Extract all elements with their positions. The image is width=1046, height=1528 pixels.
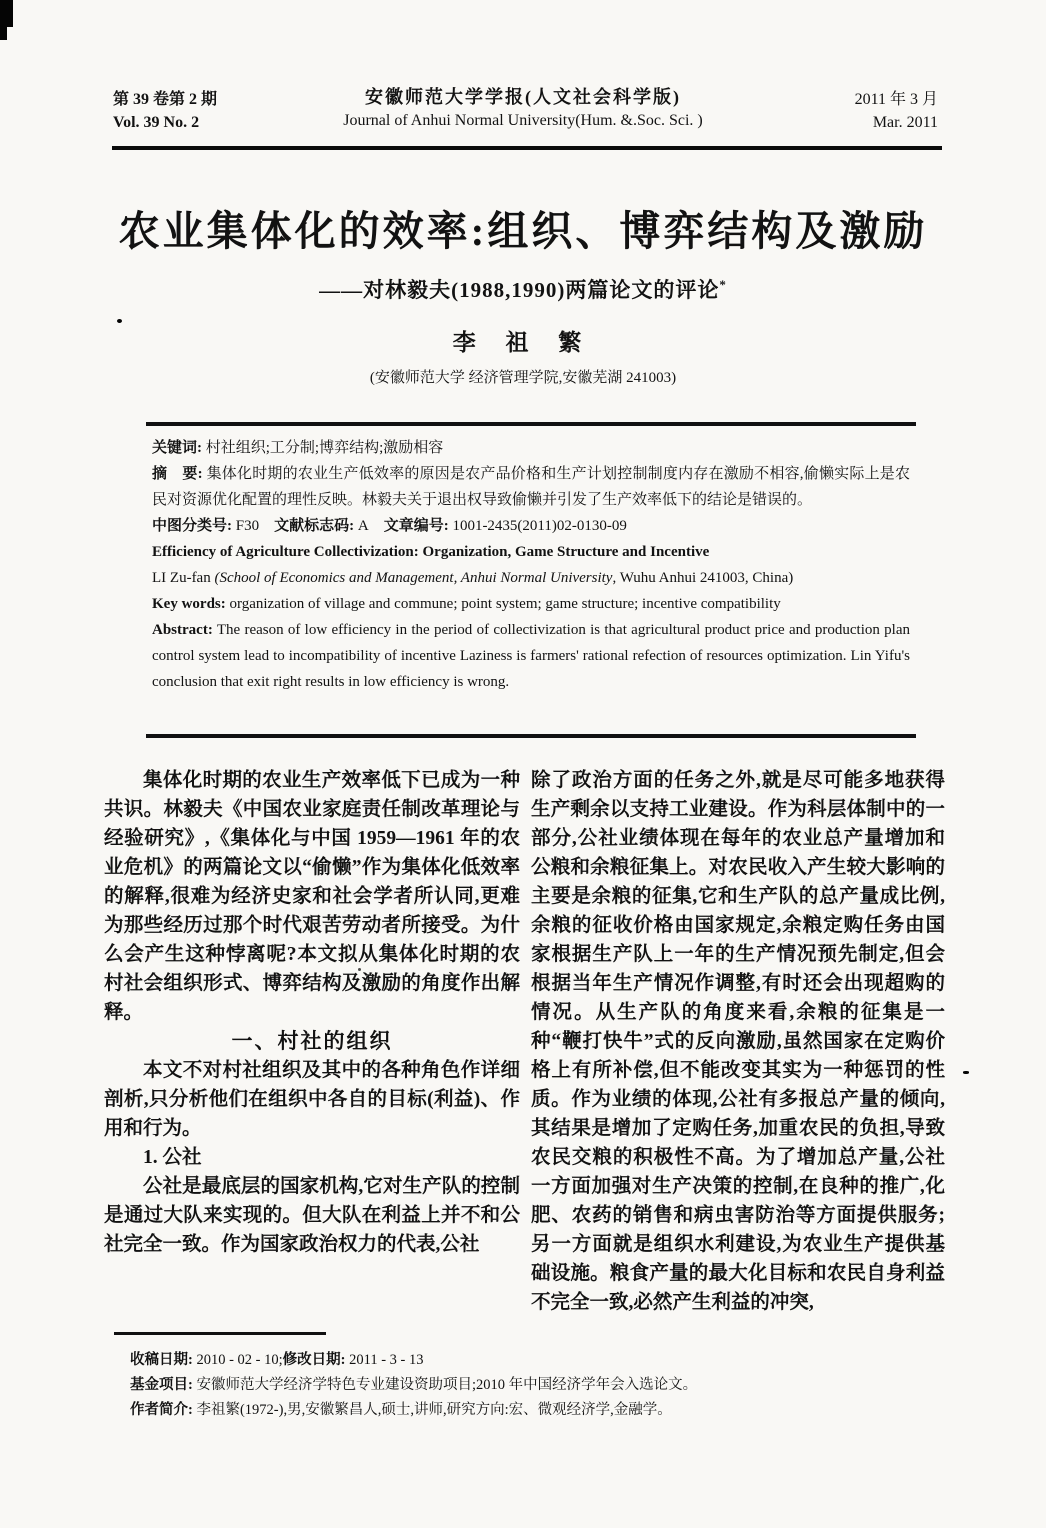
issue-date — [855, 88, 938, 134]
scan-artifact — [117, 319, 122, 323]
revised-date-value: 2011 - 3 - 13 — [349, 1352, 424, 1368]
english-abstract-label: Abstract: — [152, 622, 213, 638]
intro-paragraph: 集体化时期的农业生产效率低下已成为一种共识。林毅夫《中国农业家庭责任制改革理论与经验研究》,《集体化与中国 1959—1961 年的农业危机》的两篇论文以“偷懒”作为集体化低效率的解释,很难为经济史家和社会学者所认同,更难为那些经历过那个时代艰苦劳动者所接受。为什么会产生这种悖离呢?本文拟从集体化时期的农村社会组织形式、博弈结构及激励的角度作出解释。 — [104, 770, 520, 1023]
english-title — [152, 539, 910, 565]
doc-code-label: 文献标志码: — [274, 518, 355, 534]
footnote-dates — [130, 1348, 944, 1373]
scan-artifact — [358, 968, 361, 971]
keywords-label: 关键词: — [152, 440, 202, 456]
scan-artifact — [0, 27, 7, 40]
english-keywords-line — [152, 591, 910, 617]
english-keywords-text: organization of village and commune; point system; game structure; incentive compatibility — [229, 596, 781, 612]
title-footnote-asterisk: * — [719, 277, 727, 292]
author-affiliation: (安徽师范大学 经济管理学院,安徽芜湖 241003) — [369, 370, 677, 386]
footnote-bio — [130, 1398, 944, 1423]
keywords-text: 村社组织;工分制;博弈结构;激励相容 — [205, 440, 444, 456]
fund-value: 安徽师范大学经济学特色专业建设资助项目;2010 年中国经济学年会入选论文。 — [196, 1377, 698, 1393]
scan-artifact — [963, 1071, 969, 1074]
article-id-label: 文章编号: — [383, 518, 449, 534]
clc-value: F30 — [235, 518, 260, 534]
scan-artifact — [0, 0, 13, 27]
english-abstract-line — [152, 617, 910, 695]
volume-cn: 第 39 卷第 2 期 — [113, 91, 218, 108]
author-name: 李 祖 繁 — [452, 330, 594, 355]
bio-value: 李祖繁(1972-),男,安徽繁昌人,硕士,讲师,研究方向:宏、微观经济学,金融学。 — [196, 1402, 672, 1418]
article-subtitle-text: ——对林毅夫(1988,1990)两篇论文的评论 — [319, 278, 720, 302]
english-abstract-text: The reason of low efficiency in the period of collectivization is that agricultural product price and production plan control system lead to incompatibility of incentive Laziness is farmers' rational refection of resources optimization. Lin Yifu's conclusion that exit right results in low efficiency is wrong. — [152, 622, 910, 690]
subsection-heading-1: 1. 公社 — [143, 1147, 202, 1168]
abstract-box — [146, 422, 916, 738]
article-title: 农业集体化的效率:组织、博弈结构及激励 — [118, 208, 928, 254]
header-divider — [112, 146, 942, 150]
section1-paragraph: 本文不对村社组织及其中的各种角色作详细剖析,只分析他们在组织中各自的目标(利益)、作用和行为。 — [104, 1060, 520, 1139]
received-date-value: 2010 - 02 - 10; — [196, 1352, 283, 1368]
article-subtitle — [0, 274, 1046, 304]
subsection1-paragraph: 公社是最底层的国家机构,它对生产队的控制是通过大队来实现的。但大队在利益上并不和公社完全一致。作为国家政治权力的代表,公社 — [104, 1176, 520, 1255]
doc-code-value: A — [357, 518, 369, 534]
english-affiliation-rest: , Wuhu Anhui 241003, China) — [612, 570, 794, 586]
abstract-text-cn: 集体化时期的农业生产低效率的原因是农产品价格和生产计划控制制度内存在激励不相容,偷懒实际上是农民对资源优化配置的理性反映。林毅夫关于退出权导致偷懒并引发了生产效率低下的结论是错误的。 — [152, 466, 910, 508]
english-title-text: Efficiency of Agriculture Collectivization: Organization, Game Structure and Incentive — [152, 544, 710, 560]
received-date-label: 收稿日期: — [130, 1352, 193, 1368]
fund-label: 基金项目: — [130, 1377, 193, 1393]
footnote-fund — [130, 1373, 944, 1398]
english-author-line — [152, 565, 910, 591]
classification-line — [152, 513, 910, 539]
section-heading-1: 一、村社的组织 — [231, 1029, 393, 1053]
bio-label: 作者简介: — [130, 1402, 193, 1418]
body-left-column — [104, 766, 520, 1259]
abstract-label-cn: 摘 要: — [152, 466, 203, 482]
journal-name-cn: 安徽师范大学学报(人文社会科学版) — [365, 87, 681, 107]
footnotes — [130, 1348, 944, 1423]
body-right-column — [531, 766, 945, 1317]
keywords-line — [152, 435, 910, 461]
english-affiliation-italic: (School of Economics and Management, Anhui Normal University — [214, 570, 613, 586]
clc-label: 中图分类号: — [152, 518, 232, 534]
footnote-divider — [114, 1332, 326, 1335]
abstract-line-cn — [152, 461, 910, 513]
article-id-value: 1001-2435(2011)02-0130-09 — [452, 518, 627, 534]
issue-date-cn: 2011 年 3 月 — [854, 91, 938, 108]
revised-date-label: 修改日期: — [282, 1352, 346, 1368]
body-paragraph-continued: 除了政治方面的任务之外,就是尽可能多地获得生产剩余以支持工业建设。作为科层体制中的一部分,公社业绩体现在每年的农业总产量增加和公粮和余粮征集上。对农民收入产生较大影响的主要是余粮的征集,它和生产队的总产量成比例,余粮的征收价格由国家规定,余粮定购任务由国家根据生产队上一年的生产情况预先制定,但会根据当年生产情况作调整,有时还会出现超购的情况。从生产队的角度来看,余粮的征集是一种“鞭打快牛”式的反向激励,虽然国家在定购价格上有所补偿,但不能改变其实为一种惩罚的性质。作为业绩的体现,公社有多报总产量的倾向,其结果是增加了定购任务,加重农民的负担,导致农民交粮的积极性不高。为了增加总产量,公社一方面加强对生产决策的控制,在良种的推广,化肥、农药的销售和病虫害防治等方面提供服务;另一方面就是组织水利建设,为农业生产提供基础设施。粮食产量的最大化目标和农民自身利益不完全一致,必然产生利益的冲突, — [531, 770, 945, 1313]
english-author: LI Zu-fan — [152, 570, 211, 586]
issue-date-en: Mar. 2011 — [872, 114, 938, 131]
volume-en: Vol. 39 No. 2 — [113, 114, 200, 131]
english-keywords-label: Key words: — [152, 596, 226, 612]
journal-name-en: Journal of Anhui Normal University(Hum. &.Soc. Sci. ) — [343, 112, 703, 129]
